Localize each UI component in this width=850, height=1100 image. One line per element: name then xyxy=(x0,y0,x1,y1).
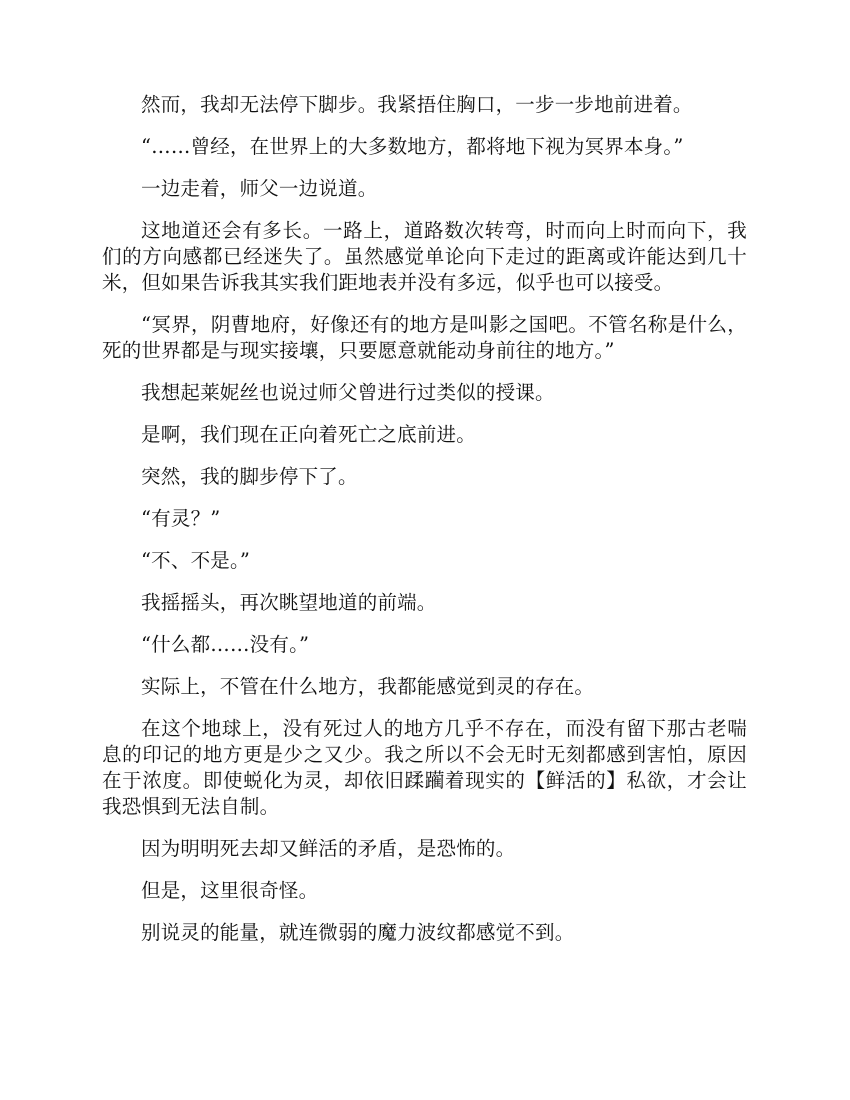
paragraph: 一边走着，师父一边说道。 xyxy=(141,177,378,200)
paragraph: 突然，我的脚步停下了。 xyxy=(141,465,358,488)
paragraph: “……曾经，在世界上的大多数地方，都将地下视为冥界本身。” xyxy=(141,135,684,158)
paragraph: “有灵？” xyxy=(141,507,221,530)
paragraph: 我摇摇头，再次眺望地道的前端。 xyxy=(141,591,437,614)
paragraph: 是啊，我们现在正向着死亡之底前进。 xyxy=(141,423,476,446)
paragraph: 别说灵的能量，就连微弱的魔力波纹都感觉不到。 xyxy=(141,921,575,944)
paragraph: “什么都……没有。” xyxy=(141,633,310,656)
paragraph: “冥界，阴曹地府，好像还有的地方是叫影之国吧。不管名称是什么，死的世界都是与现实接壤，只要愿意就能动身前往的地方。” xyxy=(102,313,747,362)
paragraph: 但是，这里很奇怪。 xyxy=(141,879,319,902)
document-page xyxy=(102,92,747,962)
paragraph: 然而，我却无法停下脚步。我紧捂住胸口，一步一步地前进着。 xyxy=(141,93,693,116)
paragraph: 在这个地球上，没有死过人的地方几乎不存在，而没有留下那古老喘息的印记的地方更是少之又少。我之所以不会无时无刻都感到害怕，原因在于浓度。即使蜕化为灵，却依旧蹂躏着现实的【鲜活的】私欲，才会让我恐惧到无法自制。 xyxy=(102,717,747,818)
paragraph: 我想起莱妮丝也说过师父曾进行过类似的授课。 xyxy=(141,381,555,404)
paragraph: 因为明明死去却又鲜活的矛盾，是恐怖的。 xyxy=(141,837,516,860)
paragraph: 这地道还会有多长。一路上，道路数次转弯，时而向上时而向下，我们的方向感都已经迷失了。虽然感觉单论向下走过的距离或许能达到几十米，但如果告诉我其实我们距地表并没有多远，似乎也可以接受。 xyxy=(102,219,747,294)
paragraph: 实际上，不管在什么地方，我都能感觉到灵的存在。 xyxy=(141,675,595,698)
paragraph: “不、不是。” xyxy=(141,549,251,572)
